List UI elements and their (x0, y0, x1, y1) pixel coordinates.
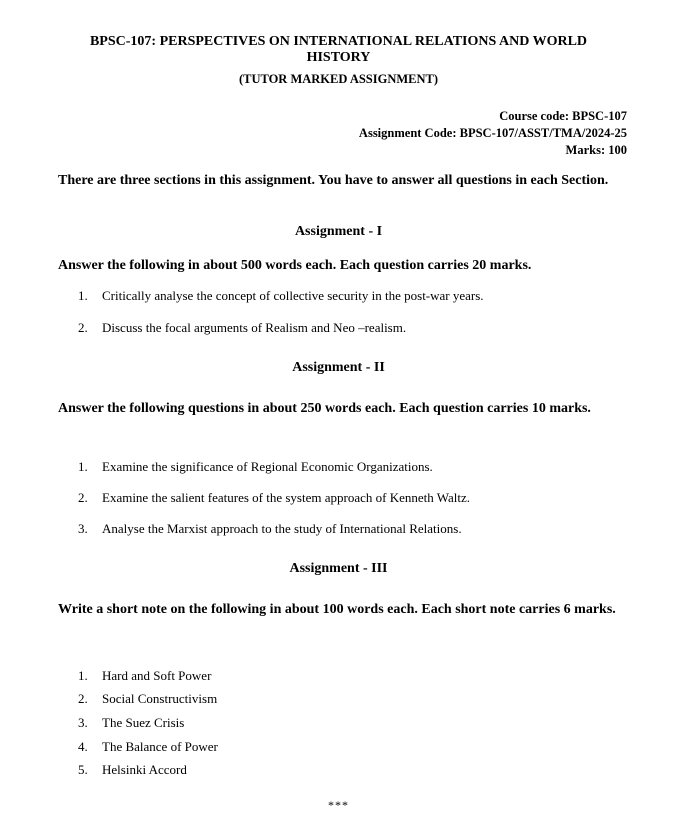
end-of-document-mark: *** (328, 798, 349, 812)
question-number: 1. (78, 668, 88, 683)
list-item (78, 459, 433, 475)
title-line-2: HISTORY (306, 50, 371, 65)
question-text: Social Constructivism (102, 691, 218, 706)
course-code: Course code: BPSC-107 (499, 109, 627, 123)
list-item (78, 320, 406, 336)
list-item (78, 288, 484, 304)
section-1-instruction: Answer the following in about 500 words each. Each question carries 20 marks. (58, 258, 532, 273)
question-number: 4. (78, 739, 88, 754)
question-number: 2. (78, 320, 88, 335)
list-item (78, 490, 470, 506)
list-item (78, 739, 218, 755)
question-text: Helsinki Accord (102, 762, 187, 777)
question-number: 1. (78, 288, 88, 303)
question-text: Analyse the Marxist approach to the study of International Relations. (102, 521, 462, 536)
question-number: 3. (78, 715, 88, 730)
section-heading-1: Assignment - I (294, 224, 383, 239)
question-text: The Balance of Power (102, 739, 218, 754)
question-text: Discuss the focal arguments of Realism and Neo –realism. (102, 320, 407, 335)
assignment-code: Assignment Code: BPSC-107/ASST/TMA/2024-25 (358, 126, 627, 140)
section-3-instruction: Write a short note on the following in about 100 words each. Each short note carries 6 marks. (58, 602, 616, 617)
intro-instructions: There are three sections in this assignment. You have to answer all questions in each Section. (58, 173, 609, 188)
total-marks: Marks: 100 (565, 143, 627, 157)
question-text: Hard and Soft Power (102, 668, 212, 683)
section-2-instruction: Answer the following questions in about 250 words each. Each question carries 10 marks. (58, 401, 591, 416)
list-item (78, 762, 187, 778)
section-heading-3: Assignment - III (289, 561, 388, 576)
question-number: 2. (78, 691, 88, 706)
title-line-1: BPSC-107: PERSPECTIVES ON INTERNATIONAL RELATIONS AND WORLD (89, 34, 588, 49)
question-text: Critically analyse the concept of collective security in the post-war years. (102, 288, 484, 303)
question-number: 1. (78, 459, 88, 474)
question-text: Examine the salient features of the system approach of Kenneth Waltz. (102, 490, 470, 505)
question-number: 2. (78, 490, 88, 505)
document-subtitle: (TUTOR MARKED ASSIGNMENT) (238, 72, 439, 86)
question-text: Examine the significance of Regional Economic Organizations. (102, 459, 433, 474)
list-item (78, 715, 184, 731)
question-number: 5. (78, 762, 88, 777)
question-text: The Suez Crisis (102, 715, 185, 730)
list-item (78, 668, 211, 684)
list-item (78, 521, 462, 537)
list-item (78, 691, 217, 707)
section-heading-2: Assignment - II (292, 360, 385, 375)
document-title (60, 34, 617, 66)
question-number: 3. (78, 521, 88, 536)
